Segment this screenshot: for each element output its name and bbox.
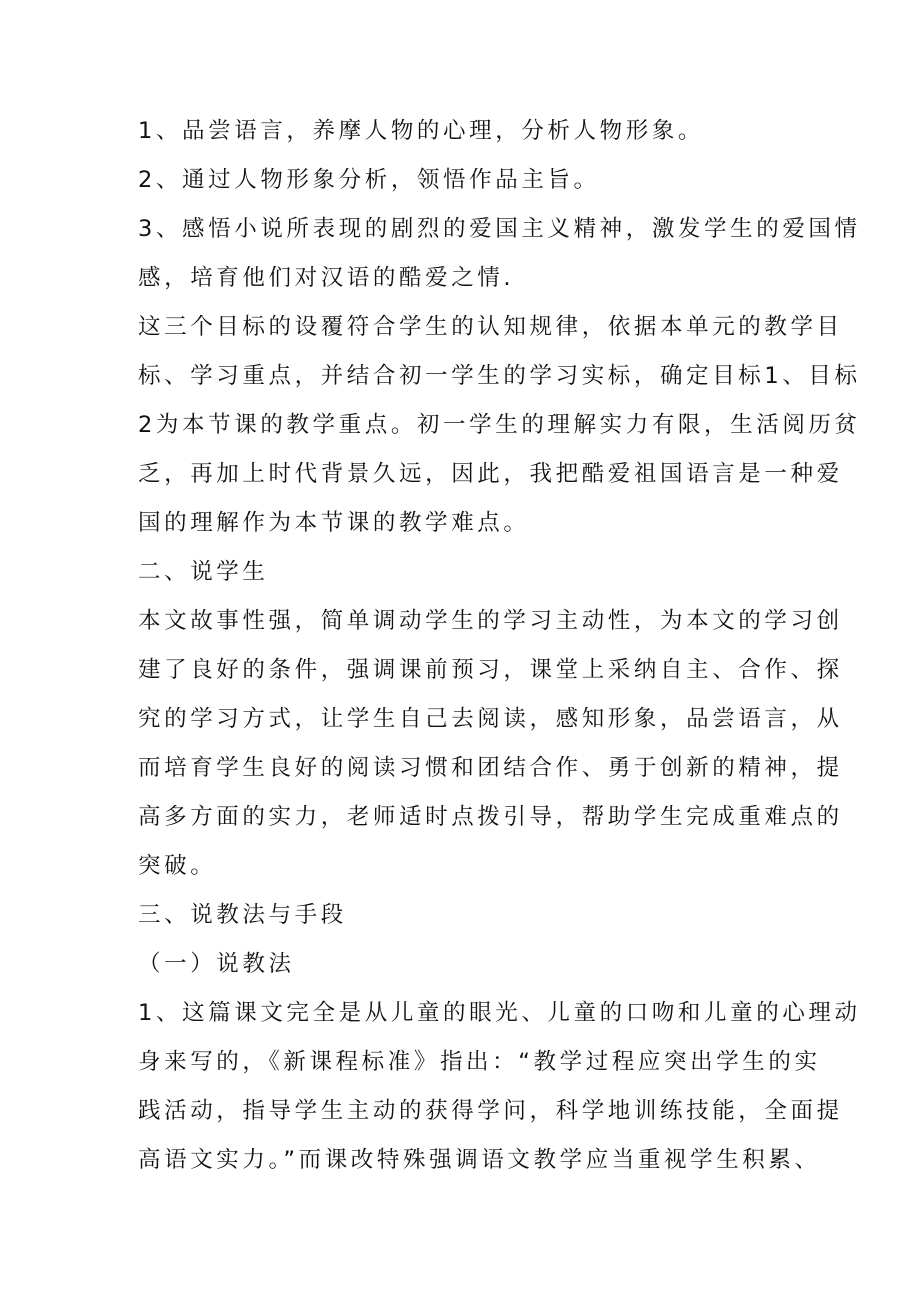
text-line: 2为本节课的教学重点。初一学生的理解实力有限，生活阅历贫 <box>138 412 861 438</box>
text-line: 乏，再加上时代背景久远，因此，我把酷爱祖国语言是一种爱 <box>138 461 843 487</box>
text-line-goal-1: 1、品尝语言，养摩人物的心理，分析人物形象。 <box>138 118 705 144</box>
text-line: 国的理解作为本节课的教学难点。 <box>138 510 530 536</box>
text-line: 践活动，指导学生主动的获得学问，科学地训练技能，全面提 <box>138 1098 843 1124</box>
text-line: 建了良好的条件，强调课前预习，课堂上采纳自主、合作、探 <box>138 657 843 683</box>
section-heading-methods: 三、说教法与手段 <box>138 902 347 928</box>
subsection-heading-teaching-method: （一）说教法 <box>138 951 295 977</box>
text-line: 这三个目标的设覆符合学生的认知规律，依据本单元的教学目 <box>138 314 843 340</box>
text-line: 标、学习重点，并结合初一学生的学习实标，确定目标1、目标 <box>138 363 861 389</box>
text-line: 而培育学生良好的阅读习惯和团结合作、勇于创新的精神，提 <box>138 755 843 781</box>
text-line-goal-2: 2、通过人物形象分析，领悟作品主旨。 <box>138 167 600 193</box>
text-line: 本文故事性强，简单调动学生的学习主动性，为本文的学习创 <box>138 608 843 634</box>
text-line: 高多方面的实力，老师适时点拨引导，帮助学生完成重难点的 <box>138 804 843 830</box>
section-heading-students: 二、说学生 <box>138 559 269 585</box>
text-line: 突破。 <box>138 853 217 879</box>
text-line: 身来写的，《新课程标准》指出：“教学过程应突出学生的实 <box>138 1049 821 1075</box>
text-line-goal-3: 3、感悟小说所表现的剧烈的爱国主义精神，激发学生的爱国情 <box>138 216 861 242</box>
text-line: 1、这篇课文完全是从儿童的眼光、儿童的口吻和儿童的心理动 <box>138 1000 861 1026</box>
text-line: 究的学习方式，让学生自己去阅读，感知形象，品尝语言，从 <box>138 706 843 732</box>
text-line: 感，培育他们对汉语的酷爱之情. <box>138 265 515 291</box>
text-line: 高语文实力。”而课改特殊强调语文教学应当重视学生积累、 <box>138 1147 821 1173</box>
